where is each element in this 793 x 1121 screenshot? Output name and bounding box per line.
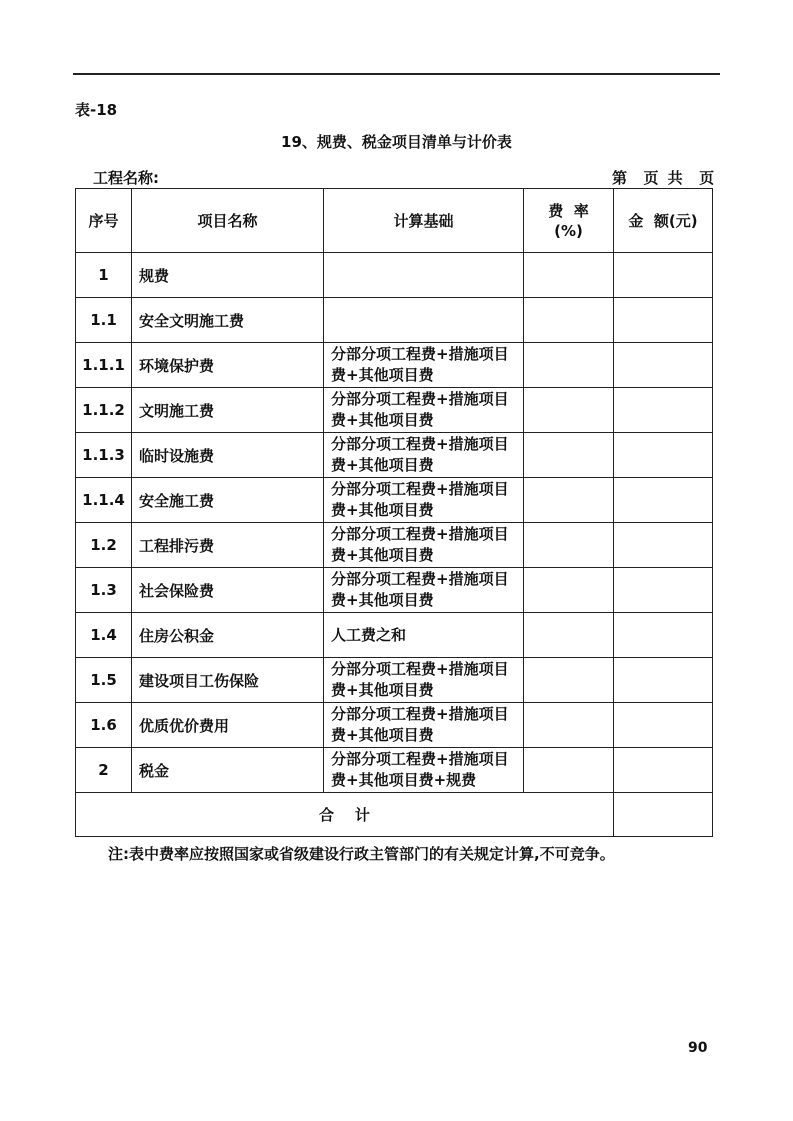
column-header-name: 项目名称: [132, 189, 324, 253]
row-name: 社会保险费: [132, 568, 324, 613]
row-amount-cell: [614, 388, 713, 433]
row-basis: 分部分项工程费+措施项目费+其他项目费: [324, 523, 524, 568]
row-name: 安全施工费: [132, 478, 324, 523]
row-basis: 分部分项工程费+措施项目费+其他项目费+规费: [324, 748, 524, 793]
row-rate-cell: [524, 523, 614, 568]
row-rate-cell: [524, 433, 614, 478]
row-amount-cell: [614, 613, 713, 658]
row-rate-cell: [524, 343, 614, 388]
table-row: [76, 613, 713, 658]
row-amount-cell: [614, 748, 713, 793]
column-header-basis: 计算基础: [324, 189, 524, 253]
row-name: 优质优价费用: [132, 703, 324, 748]
row-basis: 分部分项工程费+措施项目费+其他项目费: [324, 388, 524, 433]
row-rate-cell: [524, 253, 614, 298]
table-row: [76, 388, 713, 433]
row-name: 规费: [132, 253, 324, 298]
row-basis: 分部分项工程费+措施项目费+其他项目费: [324, 703, 524, 748]
row-amount-cell: [614, 703, 713, 748]
column-header-amount: 金 额(元): [614, 189, 713, 253]
row-name: 环境保护费: [132, 343, 324, 388]
row-name: 安全文明施工费: [132, 298, 324, 343]
row-amount-cell: [614, 523, 713, 568]
row-seq: 1.6: [76, 703, 132, 748]
table-row: [76, 478, 713, 523]
table-row: [76, 433, 713, 478]
row-amount-cell: [614, 568, 713, 613]
row-rate-cell: [524, 748, 614, 793]
row-rate-cell: [524, 613, 614, 658]
row-rate-cell: [524, 478, 614, 523]
row-seq: 1.5: [76, 658, 132, 703]
row-name: 文明施工费: [132, 388, 324, 433]
total-row: [76, 793, 713, 837]
row-amount-cell: [614, 298, 713, 343]
row-seq: 1.3: [76, 568, 132, 613]
row-rate-cell: [524, 658, 614, 703]
table-header-row: [76, 189, 713, 253]
row-basis: 分部分项工程费+措施项目费+其他项目费: [324, 658, 524, 703]
rate-header-line2: (%): [554, 221, 583, 240]
row-basis: 分部分项工程费+措施项目费+其他项目费: [324, 433, 524, 478]
page-title: 19、规费、税金项目清单与计价表: [281, 133, 512, 151]
column-header-seq: 序号: [76, 189, 132, 253]
column-header-rate: [524, 189, 614, 253]
row-seq: 1.1.4: [76, 478, 132, 523]
project-name-label: 工程名称:: [93, 169, 159, 187]
row-seq: 1.1.3: [76, 433, 132, 478]
table-row: [76, 298, 713, 343]
fee-tax-table: [75, 188, 713, 837]
total-amount-cell: [614, 793, 713, 837]
row-name: 临时设施费: [132, 433, 324, 478]
row-amount-cell: [614, 478, 713, 523]
row-amount-cell: [614, 343, 713, 388]
row-seq: 1.2: [76, 523, 132, 568]
row-basis: [324, 298, 524, 343]
row-seq: 1.1.2: [76, 388, 132, 433]
table-row: [76, 703, 713, 748]
row-amount-cell: [614, 658, 713, 703]
row-basis: 分部分项工程费+措施项目费+其他项目费: [324, 478, 524, 523]
row-basis: 分部分项工程费+措施项目费+其他项目费: [324, 568, 524, 613]
table-row: [76, 523, 713, 568]
row-name: 住房公积金: [132, 613, 324, 658]
row-amount-cell: [614, 433, 713, 478]
row-name: 建设项目工伤保险: [132, 658, 324, 703]
row-name: 税金: [132, 748, 324, 793]
row-seq: 2: [76, 748, 132, 793]
rate-header-line1: 费 率: [548, 201, 589, 220]
row-rate-cell: [524, 703, 614, 748]
table-row: [76, 748, 713, 793]
total-label: 合 计: [76, 793, 614, 837]
row-basis: 人工费之和: [324, 613, 524, 658]
row-seq: 1: [76, 253, 132, 298]
table-row: [76, 343, 713, 388]
table-row: [76, 568, 713, 613]
table-row: [76, 658, 713, 703]
top-divider: [73, 73, 720, 75]
row-rate-cell: [524, 568, 614, 613]
table-row: [76, 253, 713, 298]
table-number: 表-18: [75, 101, 118, 119]
footnote: 注:表中费率应按照国家或省级建设行政主管部门的有关规定计算,不可竞争。: [108, 845, 615, 863]
row-seq: 1.1.1: [76, 343, 132, 388]
row-rate-cell: [524, 298, 614, 343]
page-number: 90: [688, 1040, 708, 1056]
row-seq: 1.1: [76, 298, 132, 343]
row-basis: [324, 253, 524, 298]
row-name: 工程排污费: [132, 523, 324, 568]
row-seq: 1.4: [76, 613, 132, 658]
page-counter: 第 页 共 页: [612, 169, 717, 187]
row-rate-cell: [524, 388, 614, 433]
row-basis: 分部分项工程费+措施项目费+其他项目费: [324, 343, 524, 388]
row-amount-cell: [614, 253, 713, 298]
